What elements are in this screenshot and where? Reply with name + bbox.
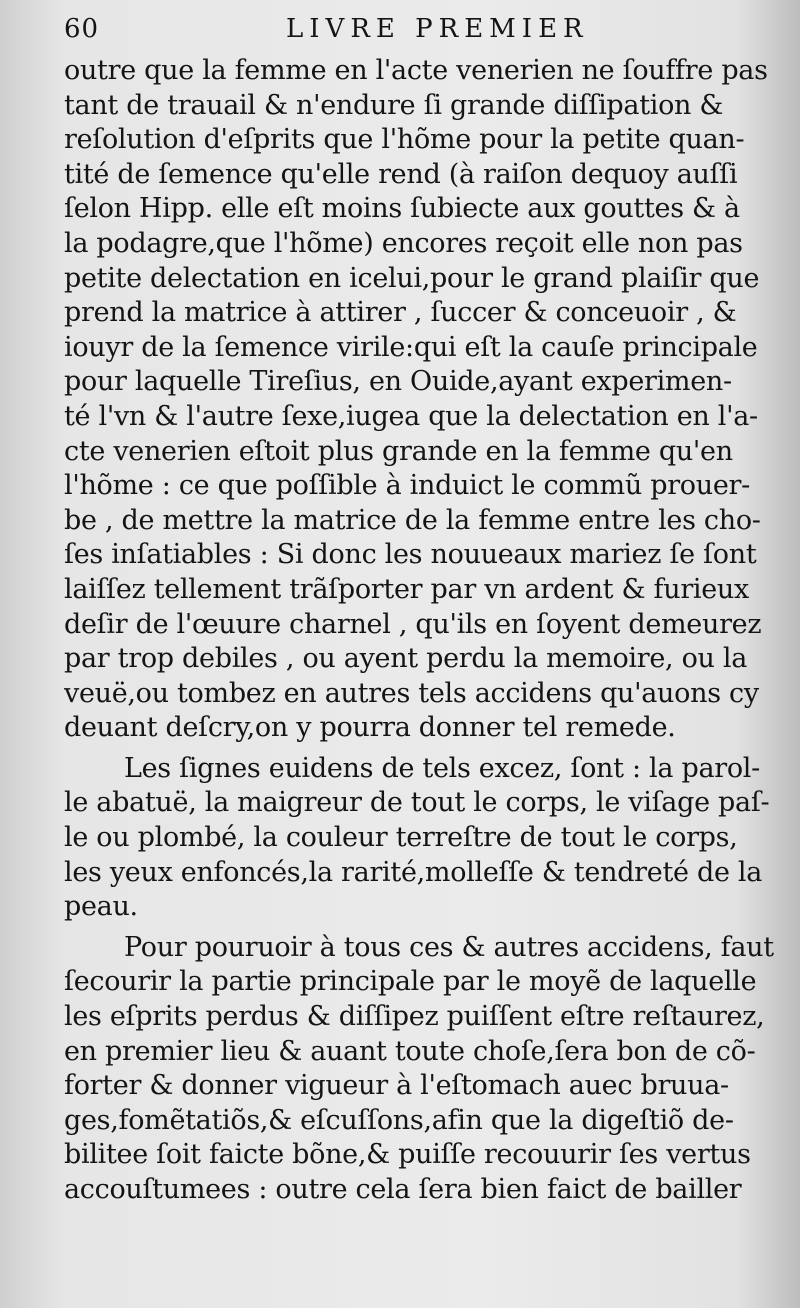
page-number: 60 xyxy=(64,14,100,44)
text-line: cte venerien eſtoit plus grande en la femme qu'en xyxy=(64,435,733,467)
text-line: outre que la femme en l'acte venerien ne ſouffre pas xyxy=(64,55,768,86)
text-line: iouyr de la ſemence virile:qui eſt la cauſe principale xyxy=(64,331,758,363)
text-line: peau. xyxy=(64,891,138,923)
text-line: en premier lieu & auant toute choſe,ſera bon de cõ- xyxy=(64,1035,756,1067)
text-line: pour laquelle Tireſius, en Ouide,ayant experimen- xyxy=(64,366,732,398)
running-title: LIVRE PREMIER xyxy=(286,14,589,44)
text-line: laiſſez tellement trãſporter par vn ardent & furieux xyxy=(64,573,749,605)
text-line: ſelon Hipp. elle eſt moins ſubiecte aux gouttes & à xyxy=(64,193,740,225)
text-line: Pour pouruoir à tous ces & autres accidens, faut xyxy=(124,931,774,963)
text-line: par trop debiles , ou ayent perdu la memoire, ou la xyxy=(64,643,748,675)
page-body xyxy=(64,54,779,1208)
text-line: veuë,ou tombez en autres tels accidens qu'auons cy xyxy=(64,677,759,709)
text-line: prend la matrice à attirer , ſuccer & conceuoir , & xyxy=(64,297,737,329)
text-line: accouſtumees : outre cela ſera bien faict de bailler xyxy=(64,1174,742,1205)
text-line: reſolution d'eſprits que l'hõme pour la petite quan- xyxy=(64,124,745,156)
text-line: Les ſignes euidens de tels excez, ſont : la parol- xyxy=(124,752,760,784)
text-line: be , de mettre la matrice de la femme entre les cho- xyxy=(64,504,761,536)
paragraph xyxy=(64,54,779,746)
text-line: forter & donner vigueur à l'eſtomach auec bruua- xyxy=(64,1070,729,1102)
text-line: ſecourir la partie principale par le moyẽ de laquelle xyxy=(64,966,757,998)
text-line: le ou plombé, la couleur terreſtre de tout le corps, xyxy=(64,822,738,854)
text-line: petite delectation en icelui,pour le grand plaiſir que xyxy=(64,262,760,294)
paragraph xyxy=(64,752,779,925)
text-line: tité de ſemence qu'elle rend (à raiſon dequoy auſſi xyxy=(64,158,738,190)
text-line: tant de trauail & n'endure ſi grande diſſipation & xyxy=(64,89,724,121)
text-line: la podagre,que l'hõme) encores reçoit elle non pas xyxy=(64,227,743,259)
text-line: ſes inſatiables : Si donc les nouueaux mariez ſe ſont xyxy=(64,539,757,571)
text-line: bilitee ſoit faicte bõne,& puiſſe recouurir ſes vertus xyxy=(64,1139,751,1171)
text-line: té l'vn & l'autre ſexe,iugea que la delectation en l'a- xyxy=(64,400,758,432)
text-line: les eſprits perdus & diſſipez puiſſent eſtre reſtaurez, xyxy=(64,1001,765,1033)
paragraph xyxy=(64,931,779,1208)
text-line: le abatuë, la maigreur de tout le corps, le viſage paſ- xyxy=(64,787,770,819)
text-line: les yeux enfoncés,la rarité,molleſſe & tendreté de la xyxy=(64,856,763,888)
page-header xyxy=(64,14,784,48)
text-line: deſir de l'œuure charnel , qu'ils en ſoyent demeurez xyxy=(64,608,762,640)
text-line: l'hõme : ce que poſſible à induict le commũ prouer- xyxy=(64,470,750,502)
text-line: ges,fomẽtatiõs,& eſcuſſons,afin que la digeſtiõ de- xyxy=(64,1104,734,1136)
text-line: deuant deſcry,on y pourra donner tel remede. xyxy=(64,712,676,744)
